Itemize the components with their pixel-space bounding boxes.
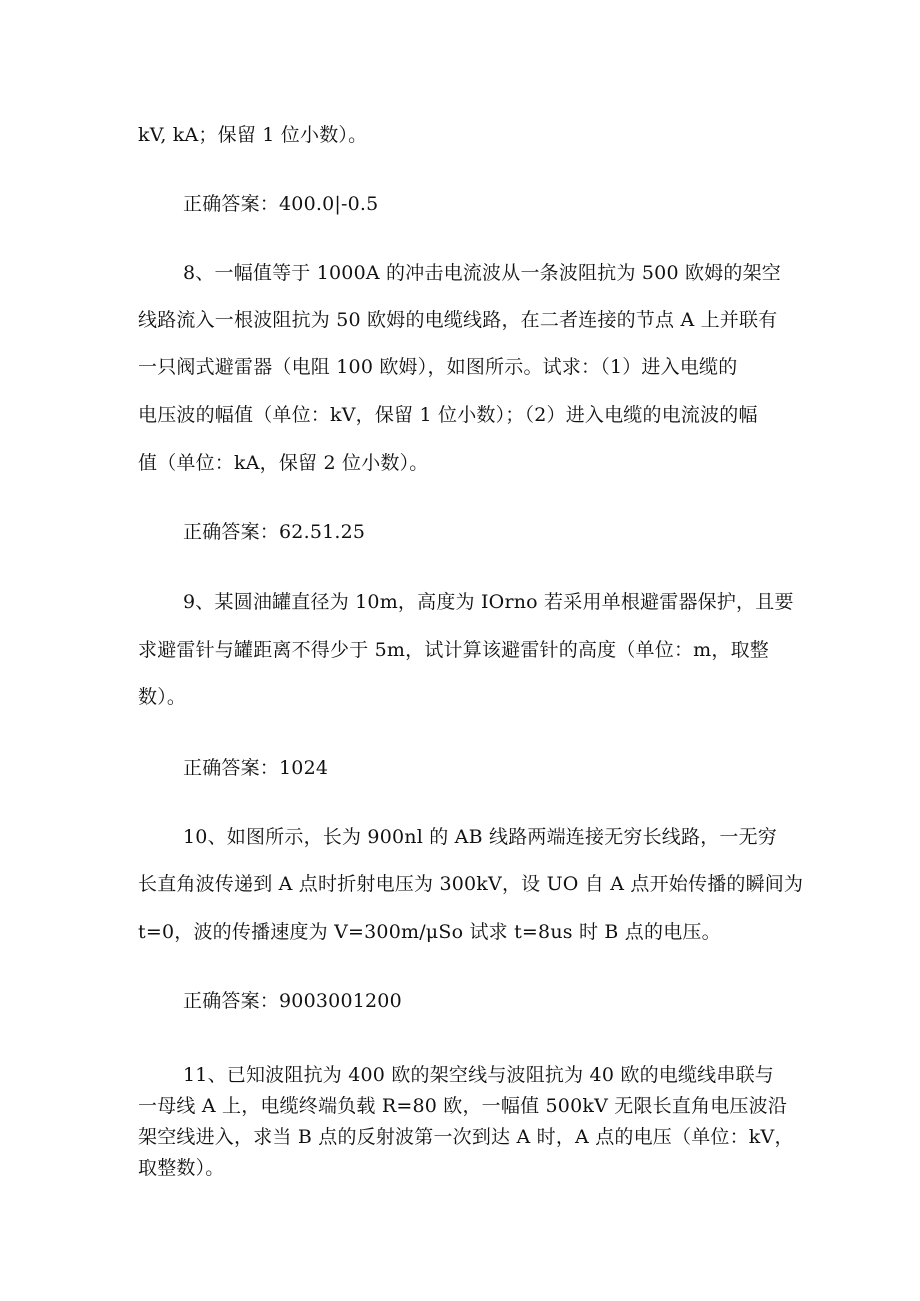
q7-tail-text: kV, kA；保留 1 位小数）。: [138, 124, 368, 146]
q9-answer: 正确答案：1024: [183, 757, 329, 779]
q10-line-1: 10、如图所示，长为 900nl 的 AB 线路两端连接无穷长线路，一无穷: [183, 826, 777, 848]
q8-line-3: 一只阀式避雷器（电阻 100 欧姆），如图所示。试求：（1）进入电缆的: [138, 356, 738, 378]
q11-line-2: 一母线 A 上，电缆终端负载 R=80 欧，一幅值 500kV 无限长直角电压波沿: [138, 1095, 788, 1117]
q8-line-4: 电压波的幅值（单位：kV，保留 1 位小数）；（2）进入电缆的电流波的幅: [138, 404, 758, 426]
q8-line-2: 线路流入一根波阻抗为 50 欧姆的电缆线路，在二者连接的节点 A 上并联有: [138, 309, 778, 331]
q10-answer: 正确答案：9003001200: [183, 990, 402, 1012]
q10-line-3: t=0，波的传播速度为 V=300m/μSo 试求 t=8us 时 B 点的电压。: [138, 921, 721, 943]
q10-line-2: 长直角波传递到 A 点时折射电压为 300kV，设 UO 自 A 点开始传播的瞬间为: [138, 873, 804, 895]
q8-line-5: 值（单位：kA，保留 2 位小数）。: [138, 452, 429, 474]
q9-line-2: 求避雷针与罐距离不得少于 5m，试计算该避雷针的高度（单位：m，取整: [138, 639, 769, 661]
q11-line-1: 11、已知波阻抗为 400 欧的架空线与波阻抗为 40 欧的电缆线串联与: [183, 1064, 774, 1086]
q11-line-3: 架空线进入，求当 B 点的反射波第一次到达 A 时，A 点的电压（单位：kV，: [138, 1126, 794, 1148]
q8-answer: 正确答案：62.51.25: [183, 521, 366, 543]
q8-line-1: 8、一幅值等于 1000A 的冲击电流波从一条波阻抗为 500 欧姆的架空: [183, 262, 781, 284]
q11-line-4: 取整数）。: [138, 1157, 225, 1179]
q9-line-3: 数）。: [138, 686, 187, 708]
q7-answer: 正确答案：400.0|-0.5: [183, 193, 379, 215]
q9-line-1: 9、某圆油罐直径为 10m，高度为 IOrno 若采用单根避雷器保护，且要: [183, 591, 794, 613]
